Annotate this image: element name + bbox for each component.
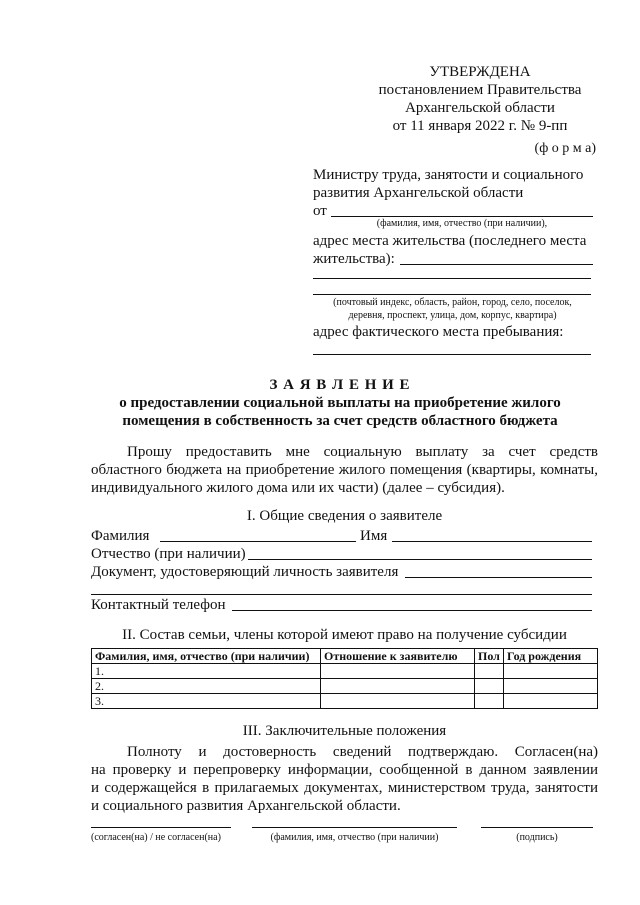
approval-line-2: Архангельской области bbox=[405, 100, 555, 116]
document-label: Документ, удостоверяющий личность заявителя bbox=[91, 564, 399, 580]
phone-label: Контактный телефон bbox=[91, 597, 226, 613]
residence-field-1[interactable] bbox=[400, 264, 593, 265]
final-line-3: и содержащейся в прилагаемых документах, министерством труда, занятости bbox=[91, 780, 598, 796]
table-cell[interactable] bbox=[321, 664, 475, 679]
intro-line-1: Прошу предоставить мне социальную выплату за счет средств bbox=[127, 444, 598, 460]
postal-hint-1: (почтовый индекс, область, район, город, село, поселок, bbox=[333, 297, 572, 308]
header-fio: Фамилия, имя, отчество (при наличии) bbox=[92, 649, 321, 664]
table-cell[interactable] bbox=[504, 679, 598, 694]
actual-address-field[interactable] bbox=[313, 354, 591, 355]
document-field-1[interactable] bbox=[405, 577, 592, 578]
section-1-title: I. Общие сведения о заявителе bbox=[246, 508, 443, 524]
document-subtitle-2: помещения в собственность за счет средств областного бюджета bbox=[122, 413, 558, 429]
table-cell[interactable] bbox=[475, 694, 504, 709]
approval-title: УТВЕРЖДЕНА bbox=[429, 64, 531, 80]
section-3-title: III. Заключительные положения bbox=[242, 723, 447, 739]
table-cell[interactable] bbox=[321, 679, 475, 694]
patronymic-label: Отчество (при наличии) bbox=[91, 546, 246, 562]
residence-line-1: адрес места жительства (последнего места bbox=[313, 233, 587, 249]
name-label: Имя bbox=[360, 528, 388, 544]
table-row bbox=[92, 679, 598, 694]
fio-hint: (фамилия, имя, отчество (при наличии) bbox=[270, 832, 439, 843]
patronymic-field[interactable] bbox=[248, 559, 592, 560]
approval-block bbox=[360, 63, 600, 135]
consent-field[interactable] bbox=[91, 827, 231, 828]
final-line-1: Полноту и достоверность сведений подтверждаю. Согласен(на) bbox=[127, 744, 598, 760]
name-field[interactable] bbox=[392, 541, 592, 542]
consent-hint: (согласен(на) / не согласен(на) bbox=[91, 832, 221, 843]
actual-address-label: адрес фактического места пребывания: bbox=[313, 324, 564, 340]
from-field[interactable] bbox=[331, 216, 593, 217]
table-row bbox=[92, 664, 598, 679]
section-2-title: II. Состав семьи, члены которой имеют право на получение субсидии bbox=[122, 627, 567, 643]
from-label: от bbox=[313, 203, 327, 219]
surname-label: Фамилия bbox=[91, 528, 150, 544]
postal-hint-2: деревня, проспект, улица, дом, корпус, квартира) bbox=[348, 310, 557, 321]
surname-field[interactable] bbox=[160, 541, 356, 542]
document-field-2[interactable] bbox=[91, 594, 592, 595]
approval-line-1: постановлением Правительства bbox=[378, 82, 582, 98]
table-cell[interactable] bbox=[475, 664, 504, 679]
intro-line-2: областного бюджета на приобретение жилого помещения (квартиры, комнаты, bbox=[91, 462, 598, 478]
table-row bbox=[92, 694, 598, 709]
residence-label: жительства): bbox=[313, 251, 395, 267]
row-number: 1. bbox=[92, 664, 321, 679]
final-line-4: и социального развития Архангельской области. bbox=[91, 798, 401, 814]
family-table-header bbox=[92, 649, 598, 664]
final-line-2: на проверку и перепроверку информации, сообщенной в данном заявлении bbox=[91, 762, 598, 778]
header-relation: Отношение к заявителю bbox=[321, 649, 475, 664]
family-table bbox=[91, 648, 598, 709]
signature-hint: (подпись) bbox=[516, 832, 558, 843]
table-cell[interactable] bbox=[504, 664, 598, 679]
row-number: 3. bbox=[92, 694, 321, 709]
header-sex: Пол bbox=[475, 649, 504, 664]
table-cell[interactable] bbox=[504, 694, 598, 709]
row-number: 2. bbox=[92, 679, 321, 694]
residence-field-2[interactable] bbox=[313, 278, 591, 279]
signature-field[interactable] bbox=[481, 827, 593, 828]
approval-line-3: от 11 января 2022 г. № 9-пп bbox=[392, 118, 568, 134]
from-hint: (фамилия, имя, отчество (при наличии), bbox=[376, 218, 548, 229]
document-subtitle-1: о предоставлении социальной выплаты на приобретение жилого bbox=[119, 395, 561, 411]
header-birth-year: Год рождения bbox=[504, 649, 598, 664]
addressee-line-2: развития Архангельской области bbox=[313, 185, 524, 201]
addressee-line-1: Министру труда, занятости и социального bbox=[313, 167, 584, 183]
table-cell[interactable] bbox=[475, 679, 504, 694]
fio-signature-field[interactable] bbox=[252, 827, 457, 828]
intro-line-3: индивидуального жилого дома или их части) (далее – субсидия). bbox=[91, 480, 505, 496]
table-cell[interactable] bbox=[321, 694, 475, 709]
form-label: (ф о р м а) bbox=[534, 141, 596, 156]
document-title: З А Я В Л Е Н И Е bbox=[269, 377, 411, 393]
residence-field-3[interactable] bbox=[313, 294, 591, 295]
phone-field[interactable] bbox=[232, 610, 592, 611]
